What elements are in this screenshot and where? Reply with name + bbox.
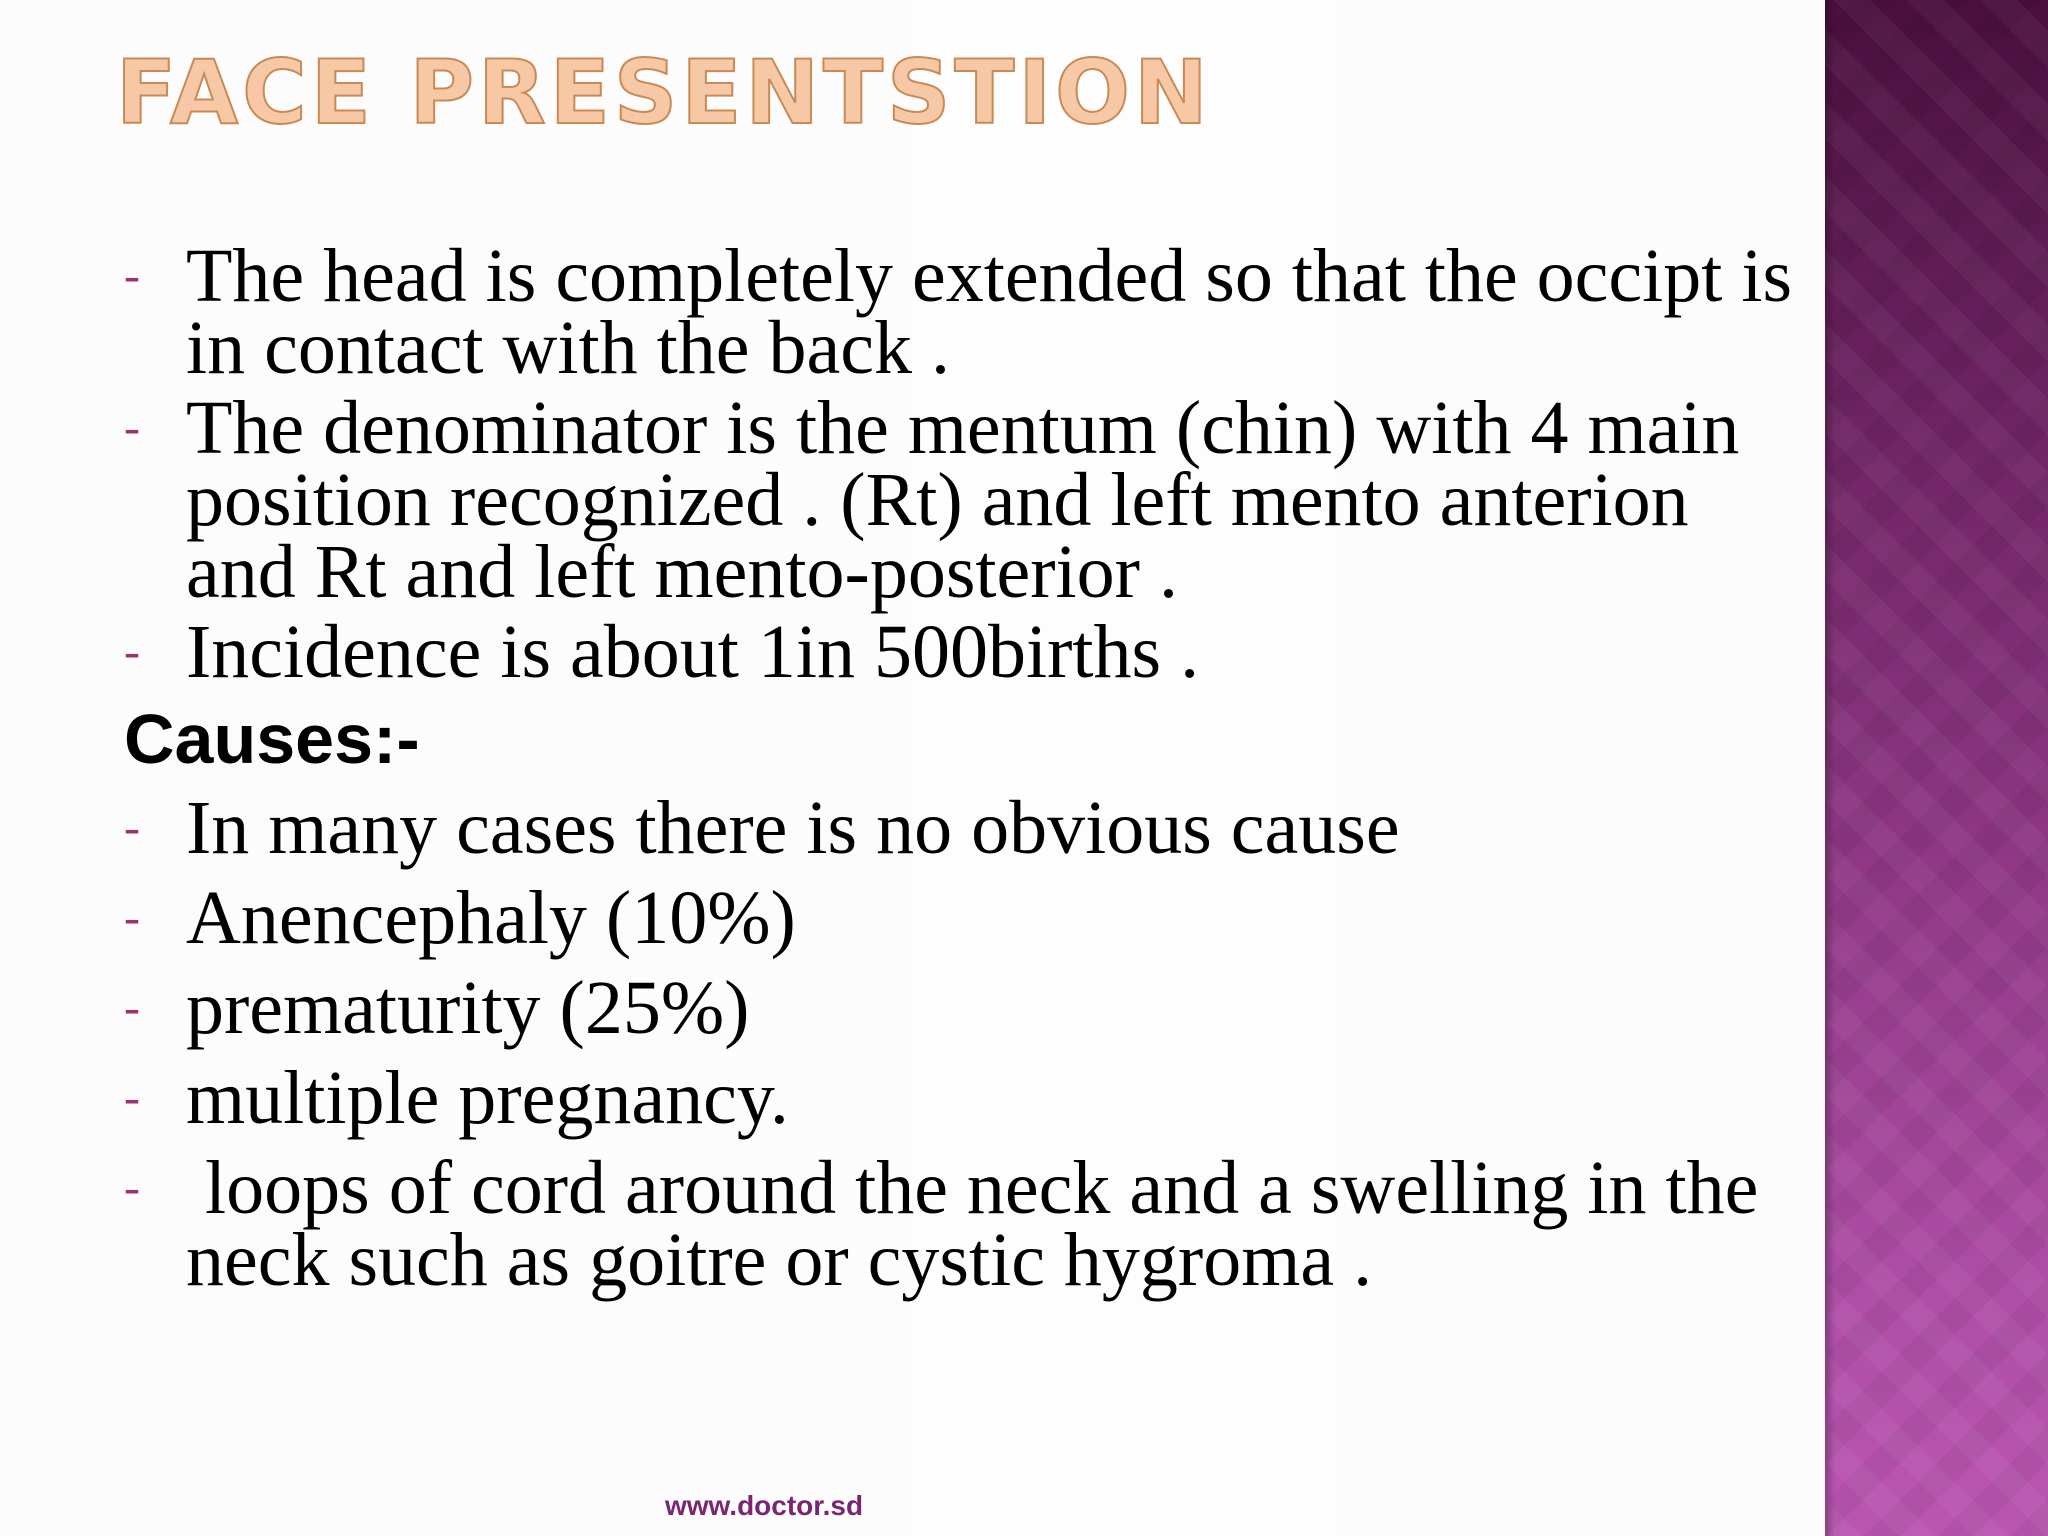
bullet-text: The head is completely extended so that the occipt is in contact with the back . xyxy=(186,234,1793,390)
bullet-text: loops of cord around the neck and a swelling in the neck such as goitre or cystic hygroma . xyxy=(186,1146,1778,1302)
intro-bullet-list xyxy=(124,234,1814,694)
bullet-item xyxy=(124,234,1814,390)
bullet-marker: - xyxy=(124,1161,140,1214)
bullet-marker: - xyxy=(124,1071,140,1124)
bullet-marker: - xyxy=(124,801,140,854)
bullet-text: multiple pregnancy. xyxy=(186,1056,789,1140)
bullet-text: Anencephaly (10%) xyxy=(186,876,796,960)
footer-url: www.doctor.sd xyxy=(665,1490,864,1521)
bullet-marker: - xyxy=(124,625,140,678)
bullet-marker: - xyxy=(124,891,140,944)
bullet-item xyxy=(124,1056,1814,1140)
bullet-text: prematurity (25%) xyxy=(186,966,750,1050)
slide-content xyxy=(124,234,1814,1302)
bullet-marker: - xyxy=(124,981,140,1034)
bullet-item xyxy=(124,386,1814,614)
causes-heading: Causes:- xyxy=(124,700,420,778)
bullet-item xyxy=(124,786,1814,870)
causes-bullet-list xyxy=(124,786,1814,1302)
bullet-marker: - xyxy=(124,401,140,454)
slide-title: FACE PRESENTSTION xyxy=(116,41,1212,144)
side-panel-shadow xyxy=(1825,0,1835,1536)
bullet-marker: - xyxy=(124,249,140,302)
bullet-text: In many cases there is no obvious cause xyxy=(186,786,1400,870)
bullet-item xyxy=(124,610,1814,694)
bullet-item xyxy=(124,966,1814,1050)
bullet-text: The denominator is the mentum (chin) with 4 main position recognized . (Rt) and left mento anterion and Rt and left mento-posterior . xyxy=(186,386,1740,614)
bullet-text: Incidence is about 1in 500births . xyxy=(186,610,1200,694)
bullet-item xyxy=(124,1146,1814,1302)
bullet-item xyxy=(124,876,1814,960)
decorative-side-panel xyxy=(1825,0,2048,1536)
